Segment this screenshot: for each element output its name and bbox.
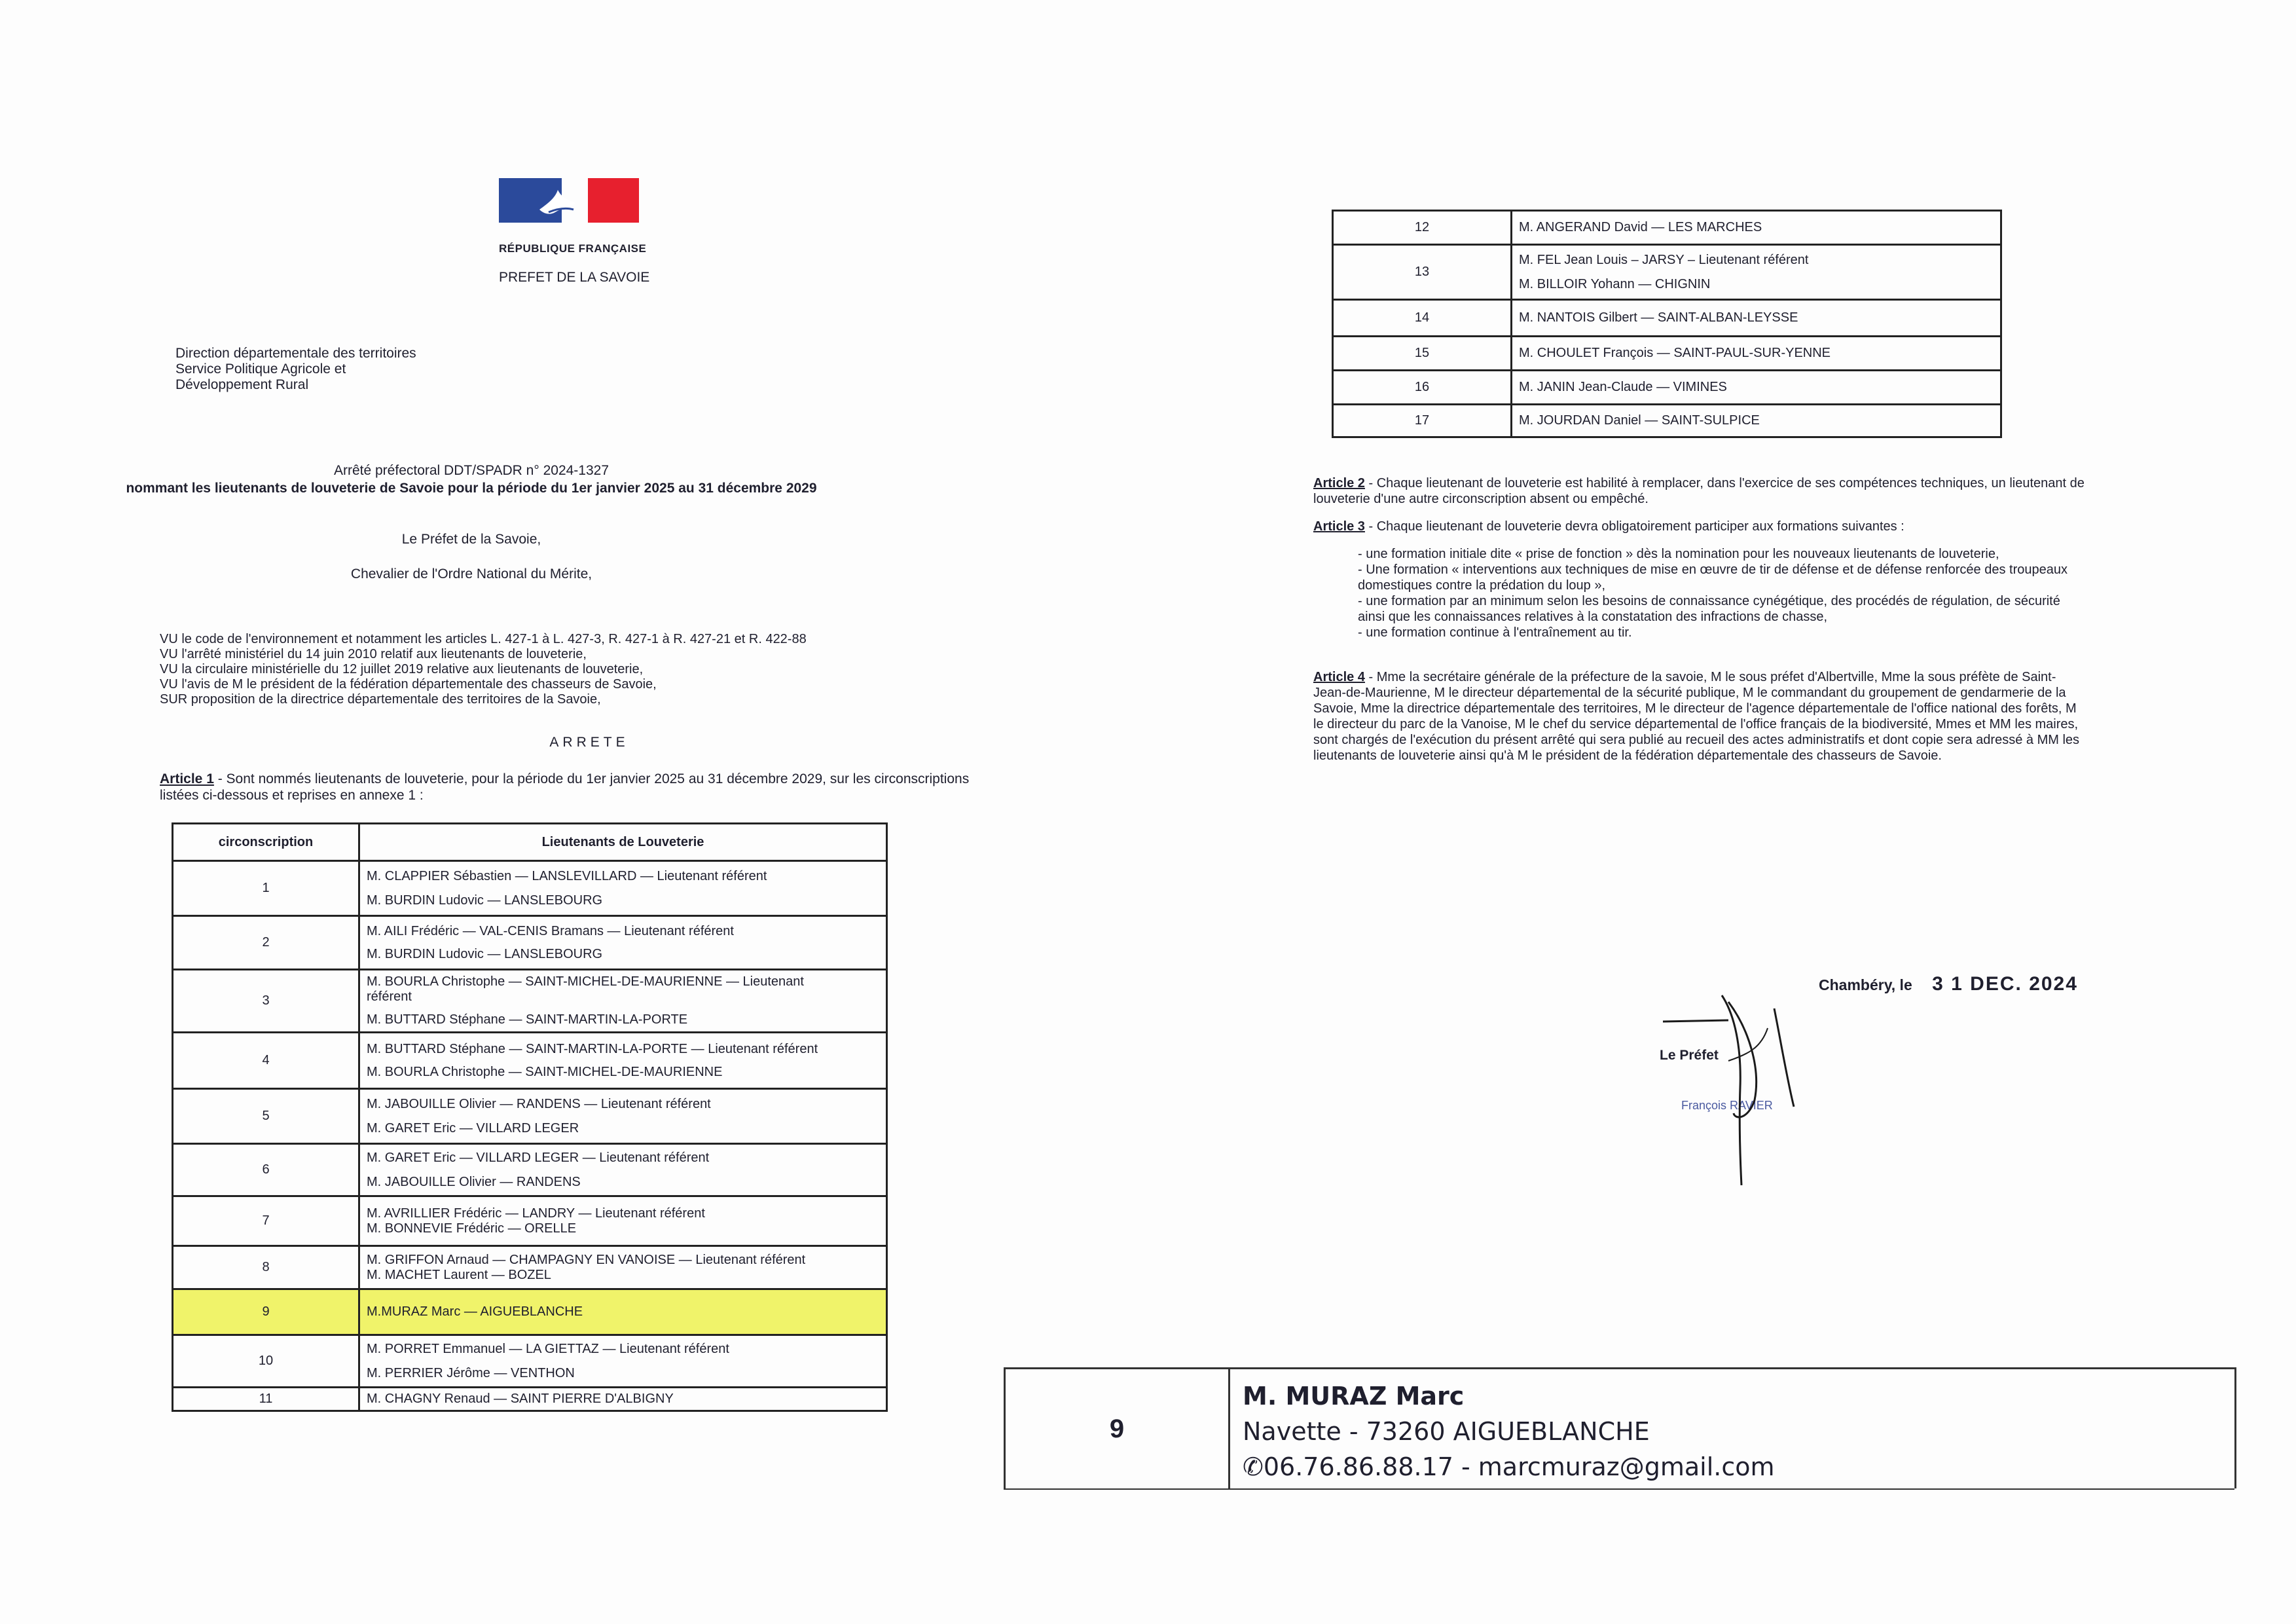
- row-number: 11: [173, 1388, 359, 1411]
- col-circonscription: circonscription: [173, 824, 359, 861]
- lieutenant-entry: M. GARET Eric — VILLARD LEGER: [367, 1120, 579, 1135]
- row-names: [359, 1144, 887, 1196]
- table-header-row: [173, 824, 887, 861]
- article-3-label: Article 3: [1313, 519, 1365, 534]
- row-number: 10: [173, 1335, 359, 1388]
- direction-line: Service Politique Agricole et: [175, 361, 346, 377]
- lieutenant-entry: M. MACHET Laurent — BOZEL: [367, 1267, 551, 1282]
- article-2-label: Article 2: [1313, 476, 1365, 490]
- lieutenant-entry: M. NANTOIS Gilbert — SAINT-ALBAN-LEYSSE: [1519, 310, 1798, 325]
- list-item: - une formation par an minimum selon les besoins de connaissance cynégétique, des procédés de régulation, de sécurité ainsi que les connaissances relatives à la constatation des infractions de chasse,: [1358, 593, 2086, 625]
- lieutenant-entry: M. BURDIN Ludovic — LANSLEBOURG: [367, 946, 603, 961]
- row-names: [359, 1246, 887, 1289]
- row-names: [1512, 300, 2001, 337]
- table-row: [1333, 405, 2001, 437]
- signer-title: Le Préfet: [1660, 1048, 1719, 1063]
- row-number: 4: [173, 1033, 359, 1089]
- col-lieutenants: Lieutenants de Louveterie: [359, 824, 887, 861]
- row-names: [1512, 405, 2001, 437]
- lieutenant-entry: M. BUTTARD Stéphane — SAINT-MARTIN-LA-PORTE: [367, 1012, 688, 1027]
- row-number: 15: [1333, 337, 1512, 371]
- article-3: [1313, 519, 2086, 534]
- lieutenant-entry: M. ANGERAND David — LES MARCHES: [1519, 220, 1762, 234]
- row-names: [359, 861, 887, 916]
- row-number: 7: [173, 1196, 359, 1246]
- row-names: [1512, 245, 2001, 300]
- chevalier-line: Chevalier de l'Ordre National du Mérite,: [350, 566, 592, 581]
- list-item: - une formation initiale dite « prise de fonction » dès la nomination pour les nouveaux lieutenants de louveterie,: [1358, 546, 2086, 562]
- table-row: [1333, 211, 2001, 245]
- direction-block: [175, 346, 416, 393]
- lieutenant-entry: M. PERRIER Jérôme — VENTHON: [367, 1365, 575, 1380]
- table-row: [173, 861, 887, 916]
- table-row: [173, 1335, 887, 1388]
- row-number: 12: [1333, 211, 1512, 245]
- lieutenant-entry: M. CLAPPIER Sébastien — LANSLEVILLARD — Lieutenant référent: [367, 868, 767, 883]
- vu-item: VU le code de l'environnement et notamment les articles L. 427-1 à L. 427-3, R. 427-1 à R. 427-21 et R. 422-88: [160, 632, 807, 646]
- row-names: [359, 1289, 887, 1335]
- row-names: [359, 1033, 887, 1089]
- lieutenant-entry: M. BOURLA Christophe — SAINT-MICHEL-DE-MAURIENNE: [367, 1064, 723, 1079]
- vu-item: VU la circulaire ministérielle du 12 juillet 2019 relative aux lieutenants de louveterie,: [160, 662, 644, 676]
- row-names: [359, 970, 887, 1033]
- table-row: [173, 1246, 887, 1289]
- lieutenant-entry: M. JABOUILLE Olivier — RANDENS — Lieutenant référent: [367, 1096, 711, 1111]
- row-names: [1512, 337, 2001, 371]
- lieutenant-entry: M. JANIN Jean-Claude — VIMINES: [1519, 380, 1727, 394]
- row-number: 16: [1333, 371, 1512, 405]
- row-names: [359, 916, 887, 970]
- row-number: 8: [173, 1246, 359, 1289]
- lieutenants-table: [172, 822, 888, 1412]
- row-names: [1512, 371, 2001, 405]
- table-row: [1333, 371, 2001, 405]
- table-row: [173, 1388, 887, 1411]
- direction-line: Développement Rural: [175, 377, 309, 392]
- contact-phone-email: ✆06.76.86.88.17 - marcmuraz@gmail.com: [1243, 1452, 1775, 1481]
- contact-circonscription: 9: [1006, 1369, 1230, 1488]
- article-2: [1313, 475, 2086, 507]
- row-number: 6: [173, 1144, 359, 1196]
- table-row: [173, 970, 887, 1033]
- date-place: Chambéry, le: [1819, 976, 1912, 993]
- arrete-heading: ARRETE: [549, 735, 629, 750]
- lieutenant-entry: M. PORRET Emmanuel — LA GIETTAZ — Lieutenant référent: [367, 1341, 729, 1356]
- lieutenant-entry: M. AVRILLIER Frédéric — LANDRY — Lieutenant référent: [367, 1206, 705, 1221]
- lieutenant-entry: M. CHOULET François — SAINT-PAUL-SUR-YENNE: [1519, 346, 1831, 360]
- republique-francaise: RÉPUBLIQUE FRANÇAISE: [499, 242, 647, 255]
- lieutenant-entry: M. JABOUILLE Olivier — RANDENS: [367, 1174, 581, 1189]
- row-number: 2: [173, 916, 359, 970]
- lieutenant-entry: M. GARET Eric — VILLARD LEGER — Lieutenant référent: [367, 1150, 710, 1165]
- signer-name: François RAVIER: [1681, 1099, 1773, 1112]
- date-stamp: 3 1 DEC. 2024: [1932, 973, 2078, 995]
- article-3-text: - Chaque lieutenant de louveterie devra obligatoirement participer aux formations suivantes :: [1364, 519, 1904, 534]
- articles-block: [1313, 475, 2086, 775]
- table-row: [1333, 300, 2001, 337]
- row-names: [359, 1388, 887, 1411]
- article-2-text: - Chaque lieutenant de louveterie est habilité à remplacer, dans l'exercice de ses compétences techniques, un lieutenant de louveterie d'une autre circonscription absent ou empêché.: [1313, 476, 2085, 506]
- vus-list: [160, 632, 807, 707]
- arrete-number: Arrêté préfectoral DDT/SPADR n° 2024-1327: [333, 463, 610, 478]
- row-number: 1: [173, 861, 359, 916]
- table-row: [173, 1144, 887, 1196]
- lieutenant-entry: M. BURDIN Ludovic — LANSLEBOURG: [367, 893, 603, 908]
- contact-card: [1004, 1367, 2236, 1488]
- row-number: 13: [1333, 245, 1512, 300]
- lieutenant-entry: M. AILI Frédéric — VAL-CENIS Bramans — Lieutenant référent: [367, 923, 734, 938]
- table-row: [173, 1033, 887, 1089]
- table-row: [173, 1089, 887, 1144]
- lieutenant-entry: M. FEL Jean Louis – JARSY – Lieutenant référent: [1519, 252, 1809, 267]
- lieutenant-entry: M. GRIFFON Arnaud — CHAMPAGNY EN VANOISE — Lieutenant référent: [367, 1252, 806, 1267]
- arrete-title: nommant les lieutenants de louveterie de Savoie pour la période du 1er janvier 2025 au 31 décembre 2029: [126, 481, 817, 496]
- row-number: 3: [173, 970, 359, 1033]
- table-row-highlighted: [173, 1289, 887, 1335]
- row-names: [359, 1335, 887, 1388]
- lieutenant-entry: M. CHAGNY Renaud — SAINT PIERRE D'ALBIGNY: [367, 1392, 674, 1406]
- lieutenant-entry: M. BONNEVIE Frédéric — ORELLE: [367, 1221, 577, 1236]
- article-4-text: - Mme la secrétaire générale de la préfecture de la savoie, M le sous préfet d'Albertville, Mme la sous préfète de Saint-Jean-de-Maurienne, M le directeur départemental de la sécurité publique, M le commandant du groupement de gendarmerie de la Savoie, Mme la directrice départementale des territoires, M le directeur de l'agence départementale de l'office national des forêts, M le directeur du parc de la Vanoise, M le chef du service départemental de l'office français de la biodiversité, Mmes et MM les maires, sont chargés de l'exécution du présent arrêté qui sera publié au recueil des actes administratifs et dont copie sera adressé à MM les lieutenants de louveterie ainsi qu'à M le président de la fédération départementale des chasseurs de Savoie.: [1313, 670, 2080, 763]
- prefet-de-la-savoie: PREFET DE LA SAVOIE: [499, 270, 650, 285]
- row-names: [359, 1089, 887, 1144]
- dateline: [1819, 973, 2078, 995]
- row-names: [1512, 211, 2001, 245]
- contact-bottom-border: [1004, 1488, 2234, 1490]
- article-4: [1313, 669, 2086, 764]
- row-names: [359, 1196, 887, 1246]
- row-number: 14: [1333, 300, 1512, 337]
- table-row: [1333, 337, 2001, 371]
- row-number: 5: [173, 1089, 359, 1144]
- marianne-logo: [499, 178, 639, 223]
- article-1-text: - Sont nommés lieutenants de louveterie, pour la période du 1er janvier 2025 au 31 décembre 2029, sur les circonscriptions listées ci-dessous et reprises en annexe 1 :: [160, 771, 970, 803]
- lieutenant-entry: M. BILLOIR Yohann — CHIGNIN: [1519, 276, 1711, 291]
- row-number: 9: [173, 1289, 359, 1335]
- table-row: [1333, 245, 2001, 300]
- contact-address: Navette - 73260 AIGUEBLANCHE: [1243, 1417, 1650, 1446]
- article-4-label: Article 4: [1313, 670, 1365, 684]
- marianne-profile-icon: [536, 183, 583, 220]
- lieutenant-entry: M. BUTTARD Stéphane — SAINT-MARTIN-LA-PORTE — Lieutenant référent: [367, 1041, 818, 1056]
- article-1-label: Article 1: [160, 771, 214, 786]
- prefet-line: Le Préfet de la Savoie,: [401, 532, 541, 547]
- row-number: 17: [1333, 405, 1512, 437]
- vu-item: VU l'arrêté ministériel du 14 juin 2010 relatif aux lieutenants de louveterie,: [160, 647, 587, 661]
- contact-info: [1243, 1378, 1775, 1485]
- list-item: - une formation continue à l'entraînement au tir.: [1358, 625, 2086, 640]
- vu-item: SUR proposition de la directrice départementale des territoires de la Savoie,: [160, 692, 601, 707]
- formations-list: [1313, 546, 2086, 640]
- lieutenant-entry: M. JOURDAN Daniel — SAINT-SULPICE: [1519, 413, 1760, 428]
- direction-line: Direction départementale des territoires: [175, 346, 416, 361]
- contact-name: M. MURAZ Marc: [1243, 1382, 1465, 1411]
- article-1: [160, 771, 985, 803]
- lieutenant-entry: référent: [367, 989, 412, 1004]
- lieutenant-entry: M.MURAZ Marc — AIGUEBLANCHE: [367, 1304, 583, 1319]
- vu-item: VU l'avis de M le président de la fédération départementale des chasseurs de Savoie,: [160, 677, 657, 692]
- table-row: [173, 916, 887, 970]
- table-row: [173, 1196, 887, 1246]
- handwritten-signature: [1663, 989, 1833, 1185]
- lieutenants-table-continued: [1332, 210, 2002, 438]
- lieutenant-entry: M. BOURLA Christophe — SAINT-MICHEL-DE-MAURIENNE — Lieutenant: [367, 974, 804, 989]
- list-item: - Une formation « interventions aux techniques de mise en œuvre de tir de défense et de défense renforcée des troupeaux domestiques contre la prédation du loup »,: [1358, 562, 2086, 593]
